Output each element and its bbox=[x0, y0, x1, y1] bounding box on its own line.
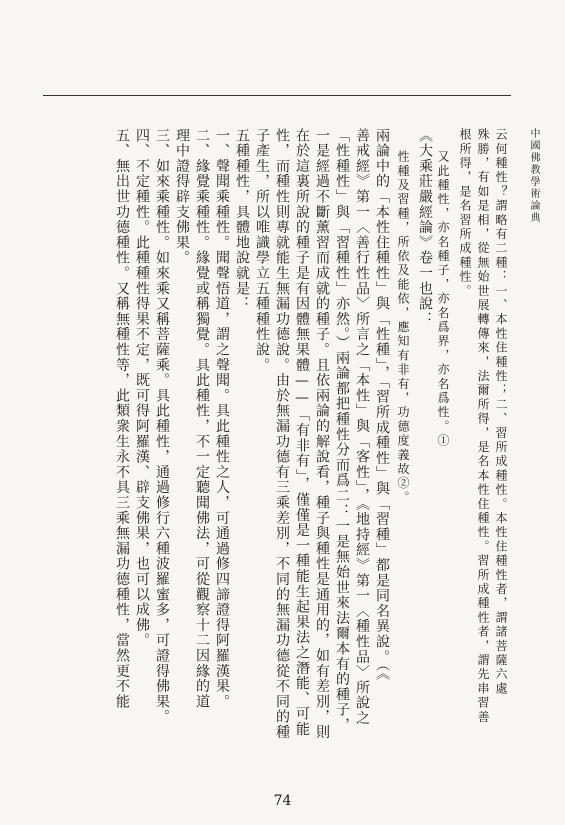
page-number: 74 bbox=[273, 793, 292, 809]
text-column: 云何種性？謂略有二種：一、本性住種性；二、習所成種性。本性住種性者，謂諸菩薩六處 bbox=[494, 128, 508, 696]
text-column: 又此種性，亦名種子，亦名爲界，亦名爲性。① bbox=[436, 150, 450, 449]
text-column: 根所得，是名習所成種性。 bbox=[458, 128, 472, 299]
text-column: 三、如來乘種性。如來乘又稱菩薩乘。具此種性，通過修行六種波羅蜜多，可證得佛果。 bbox=[154, 128, 170, 725]
text-column: 一、聲聞乘種性。聞聲悟道，謂之聲聞。具此種性之人，可通過修四諦證得阿羅漢果。 bbox=[214, 128, 230, 710]
text-column: 一是經過不斷薰習而成就的種子。且依兩論的解說看，種子與種性是通用的，如有差別，則 bbox=[314, 128, 330, 740]
text-column: 四、不定種性。此種種性得果不定，既可得阿羅漢、辟支佛果，也可以成佛。 bbox=[134, 128, 150, 649]
text-column: 理中證得辟支佛果。 bbox=[174, 128, 190, 266]
text-column: 殊勝，有如是相，從無始世展轉傳來，法爾所得，是名本性住種性。習所成種性者，謂先串習善 bbox=[476, 128, 490, 725]
text-column: 善戒經》第一〈善行性品〉所言之「本性」與「客性」，《地持經》第一〈種性品〉所說之 bbox=[354, 128, 370, 726]
text-column: 五種種性，具體地說就是： bbox=[234, 128, 250, 312]
text-column: 性種及習種，所依及能依，應知有非有，功德度義故②。 bbox=[396, 150, 410, 505]
text-column: 五、無出世功德種性。又稱無種性等，此類衆生永不具三乘無漏功德種性，當然更不能 bbox=[114, 128, 130, 710]
header-rule bbox=[43, 95, 511, 96]
running-header: 中國佛教學術論典 bbox=[528, 128, 539, 224]
text-column: 在於這裏所說的種子是有因體無果體——「有非有」，僅僅是一種能生起果法之潛能、可能 bbox=[294, 128, 310, 737]
text-column: 「性種性」與「習種性」亦然。）兩論都把種性分而爲二：一是無始世來法爾本有的種子， bbox=[334, 128, 350, 733]
text-column: 子產生，所以唯識學立五種種性說。 bbox=[254, 128, 270, 373]
text-column: 《大乘莊嚴經論》卷一也說： bbox=[417, 128, 433, 327]
text-column: 性，而種性則專就能生無漏功德說。由於無漏功德有三乘差別，不同的無漏功德從不同的種 bbox=[274, 128, 290, 740]
text-column: 二、緣覺乘種性。緣覺或稱獨覺。具此種性，不一定聽聞佛法，可從觀察十二因緣的道 bbox=[194, 128, 210, 710]
text-column: 兩論中的「本性住種性」與「性種」，「習所成種性」與「習種」都是同名異說。（《 bbox=[374, 128, 390, 682]
